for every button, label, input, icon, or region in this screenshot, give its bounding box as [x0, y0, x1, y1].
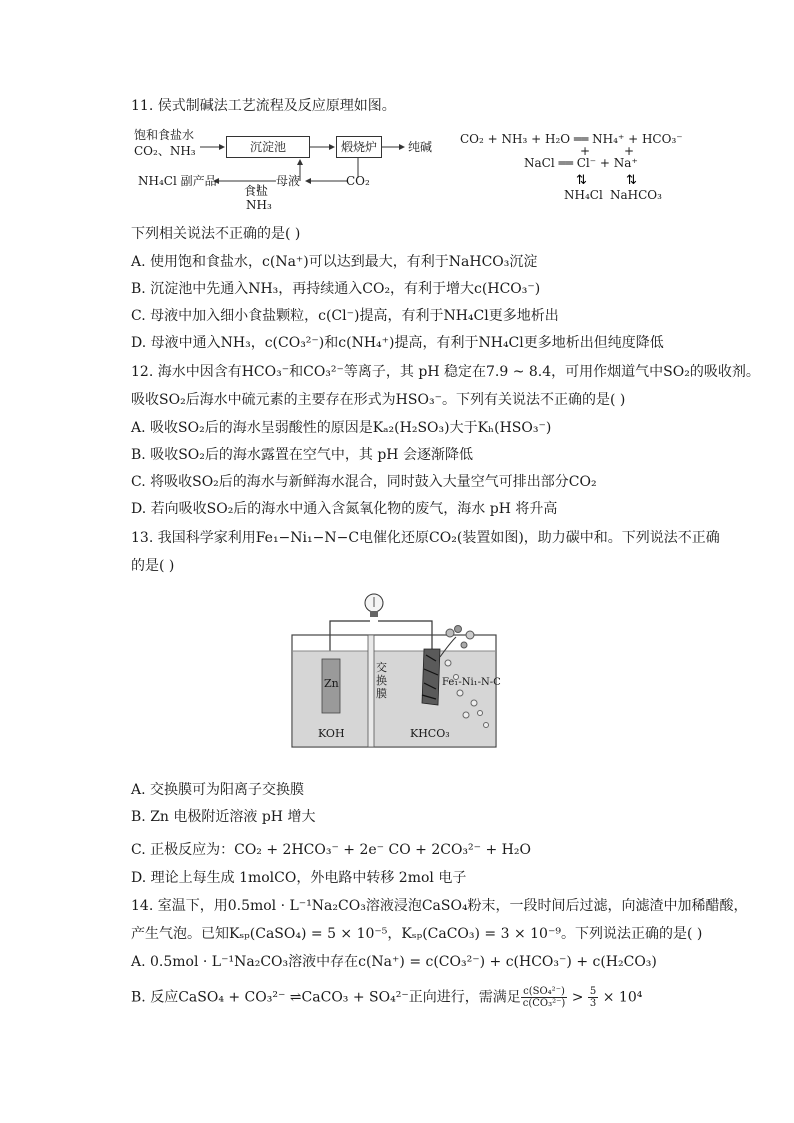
value-fraction	[588, 986, 598, 1009]
catalyst-label: Fe₁-Ni₁-N-C	[442, 677, 501, 688]
q11-option-c[interactable]: C. 母液中加入细小食盐颗粒，c(Cl⁻)提高，有利于NH₄Cl更多地析出	[131, 308, 559, 324]
q12-stem-2: 吸收SO₂后海水中硫元素的主要存在形式为HSO₃⁻。下列有关说法不正确的是( )	[131, 392, 626, 408]
q12-option-d[interactable]: D. 若向吸收SO₂后的海水中通入含氮氧化物的废气，海水 pH 将升高	[131, 501, 558, 517]
product-nahco3: NaHCO₃	[610, 188, 662, 202]
q14-stem-1: 14. 室温下，用0.5mol · L⁻¹Na₂CO₃溶液浸泡CaSO₄粉末，一段时间后过滤，向滤渣中加稀醋酸，	[131, 898, 748, 914]
q12-option-a[interactable]: A. 吸收SO₂后的海水呈弱酸性的原因是Kₐ₂(H₂SO₃)大于Kₕ(HSO₃⁻)	[131, 420, 552, 436]
q14-stem-2: 产生气泡。已知Kₛₚ(CaSO₄) = 5 × 10⁻⁵，Kₛₚ(CaCO₃) = 3 × 10⁻⁹。下列说法正确的是( )	[131, 926, 703, 942]
q12-stem-1: 12. 海水中因含有HCO₃⁻和CO₃²⁻等离子，其 pH 稳定在7.9 ~ 8.4，可用作烟道气中SO₂的吸收剂。	[131, 364, 760, 380]
equation-plus-1: +	[580, 144, 591, 158]
q11-option-b[interactable]: B. 沉淀池中先通入NH₃，再持续通入CO₂，有利于增大c(HCO₃⁻)	[131, 281, 541, 297]
q11-option-a[interactable]: A. 使用饱和食盐水，c(Na⁺)可以达到最大，有利于NaHCO₃沉淀	[131, 254, 538, 270]
flow-input-brine: 饱和食盐水	[134, 128, 195, 142]
power-of-ten: × 10⁴	[598, 989, 643, 1006]
right-solution-label: KHCO₃	[410, 727, 450, 740]
q13-option-a[interactable]: A. 交换膜可为阳离子交换膜	[131, 782, 305, 798]
flow-tank-box: 沉淀池	[226, 136, 310, 158]
flow-salt: 食盐	[244, 184, 269, 198]
ratio-fraction	[521, 986, 568, 1009]
q13-option-d[interactable]: D. 理论上每生成 1molCO，外电路中转移 2mol 电子	[131, 870, 467, 886]
flow-furnace-box: 煅烧炉	[336, 136, 382, 158]
q13-electrolysis-apparatus	[290, 585, 500, 753]
q11-equations	[458, 128, 683, 208]
value-denominator: 3	[589, 998, 597, 1009]
q13-option-b[interactable]: B. Zn 电极附近溶液 pH 增大	[131, 809, 316, 825]
zn-label: Zn	[324, 677, 339, 690]
q11-flow-diagram	[134, 128, 454, 214]
equation-2: NaCl ══ Cl⁻ + Na⁺	[524, 156, 638, 170]
q12-option-b[interactable]: B. 吸收SO₂后的海水露置在空气中，其 pH 会逐渐降低	[131, 447, 473, 463]
flow-nh3: NH₃	[246, 198, 272, 212]
svg-text:⇅: ⇅	[576, 173, 587, 188]
svg-text:⇅: ⇅	[626, 173, 637, 188]
value-numerator: 5	[589, 986, 597, 997]
q11-question: 下列相关说法不正确的是( )	[131, 226, 301, 242]
flow-byproduct: NH₄Cl 副产品	[138, 174, 217, 188]
q11-stem: 11. 侯式制碱法工艺流程及反应原理如图。	[131, 98, 396, 114]
left-solution-label: KOH	[318, 727, 345, 740]
equation-1: CO₂ + NH₃ + H₂O ══ NH₄⁺ + HCO₃⁻	[460, 132, 683, 146]
q12-option-c[interactable]: C. 将吸收SO₂后的海水与新鲜海水混合，同时鼓入大量空气可排出部分CO₂	[131, 474, 597, 490]
q14-option-a[interactable]: A. 0.5mol · L⁻¹Na₂CO₃溶液中存在c(Na⁺) = c(CO₃²⁻) + c(HCO₃⁻) + c(H₂CO₃)	[131, 954, 657, 970]
q14-option-b-text: B. 反应CaSO₄ + CO₃²⁻ ⇌CaCO₃ + SO₄²⁻正向进行，需满足	[131, 989, 521, 1006]
flow-co2: CO₂	[346, 174, 370, 188]
product-nh4cl: NH₄Cl	[564, 188, 603, 202]
q11-option-d[interactable]: D. 母液中通入NH₃，c(CO₃²⁻)和c(NH₄⁺)提高，有利于NH₄Cl更多地析出但纯度降低	[131, 335, 664, 351]
flow-product: 纯碱	[408, 140, 433, 154]
ratio-denominator: c(CO₃²⁻)	[522, 998, 566, 1009]
q13-stem-2: 的是( )	[131, 558, 175, 574]
q13-stem-1: 13. 我国科学家利用Fe₁−Ni₁−N−C电催化还原CO₂(装置如图)，助力碳中和。下列说法不正确	[131, 530, 720, 546]
greater-than: >	[567, 989, 588, 1006]
flow-mother-liquor: 母液	[276, 174, 301, 188]
membrane-label: 交换膜	[376, 661, 387, 700]
ratio-numerator: c(SO₄²⁻)	[521, 986, 568, 998]
q14-option-b[interactable]	[131, 986, 642, 1009]
equation-plus-2: +	[624, 144, 635, 158]
q13-option-c[interactable]: C. 正极反应为：CO₂ + 2HCO₃⁻ + 2e⁻ CO + 2CO₃²⁻ + H₂O	[131, 842, 531, 858]
flow-input-gases: CO₂、NH₃	[134, 144, 196, 158]
